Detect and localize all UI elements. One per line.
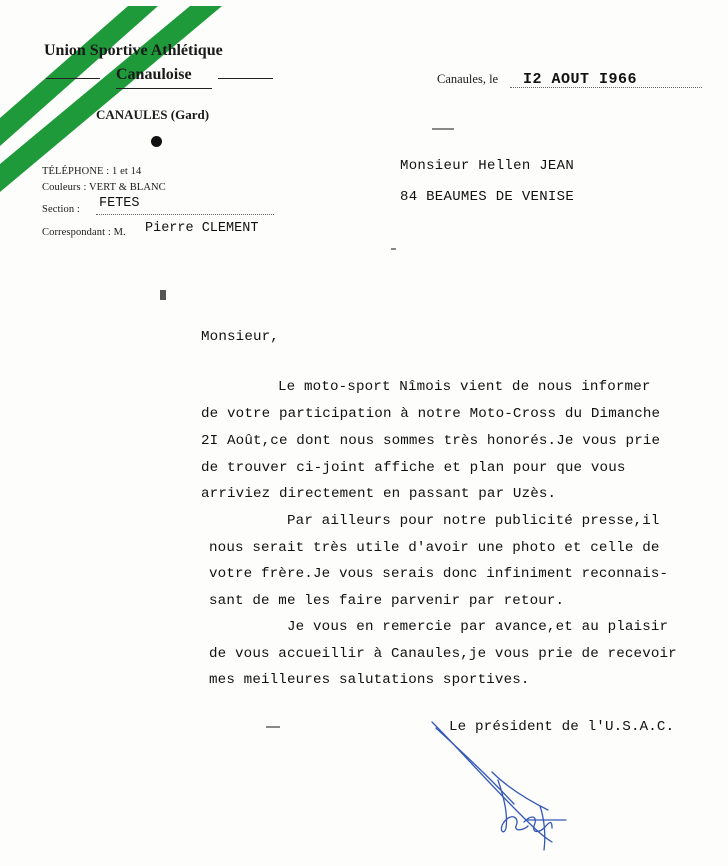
paragraph1-line: arriviez directement en passant par Uzès. xyxy=(201,486,557,502)
letter-date: I2 AOUT I966 xyxy=(523,71,638,88)
telephone-line: TÉLÉPHONE : 1 et 14 xyxy=(42,166,142,177)
paragraph2-line: sant de me les faire parvenir par retour. xyxy=(209,593,565,609)
correspondent-label: Correspondant : M. xyxy=(42,227,126,238)
paragraph3-line: Je vous en remercie par avance,et au plaisir xyxy=(287,619,669,635)
section-dotted-line xyxy=(96,214,274,215)
paragraph2-line: nous serait très utile d'avoir une photo et celle de xyxy=(209,540,660,556)
section-value: FETES xyxy=(99,196,140,211)
dateline-label: Canaules, le xyxy=(437,72,499,86)
paragraph2-line: Par ailleurs pour notre publicité presse,il xyxy=(287,513,660,529)
paragraph1-line: de votre participation à notre Moto-Cross du Dimanche xyxy=(201,406,661,422)
date-dotted-line xyxy=(510,87,702,88)
scan-speck xyxy=(391,248,396,250)
club-colours: Couleurs : VERT & BLANC xyxy=(42,182,166,193)
scan-speck xyxy=(432,128,454,130)
punch-hole-dot xyxy=(151,136,162,147)
scan-speck xyxy=(160,290,166,300)
recipient-address: 84 BEAUMES DE VENISE xyxy=(400,189,575,205)
club-name-line2: Canauloise xyxy=(116,66,192,83)
club-name: Union Sportive Athlétique xyxy=(44,42,223,59)
salutation: Monsieur, xyxy=(201,329,279,345)
closing-line: Le président de l'U.S.A.C. xyxy=(449,719,675,735)
recipient-name: Monsieur Hellen JEAN xyxy=(400,158,575,174)
paragraph1-line: Le moto-sport Nîmois vient de nous informer xyxy=(278,379,651,395)
header-underline xyxy=(116,88,212,89)
handwritten-signature xyxy=(428,718,588,858)
header-rule-right xyxy=(218,78,273,79)
paragraph3-line: de vous accueillir à Canaules,je vous prie de recevoir xyxy=(209,646,677,662)
club-city: CANAULES (Gard) xyxy=(96,107,210,122)
header-rule-left xyxy=(46,78,100,79)
paragraph1-line: de trouver ci-joint affiche et plan pour que vous xyxy=(201,460,626,476)
paragraph1-line: 2I Août,ce dont nous sommes très honorés.Je vous prie xyxy=(201,433,661,449)
correspondent-value: Pierre CLEMENT xyxy=(145,221,259,236)
scan-speck xyxy=(266,726,280,728)
section-label: Section : xyxy=(42,204,80,215)
paragraph3-line: mes meilleures salutations sportives. xyxy=(209,672,530,688)
paragraph2-line: votre frère.Je vous serais donc infiniment reconnais- xyxy=(209,566,669,582)
